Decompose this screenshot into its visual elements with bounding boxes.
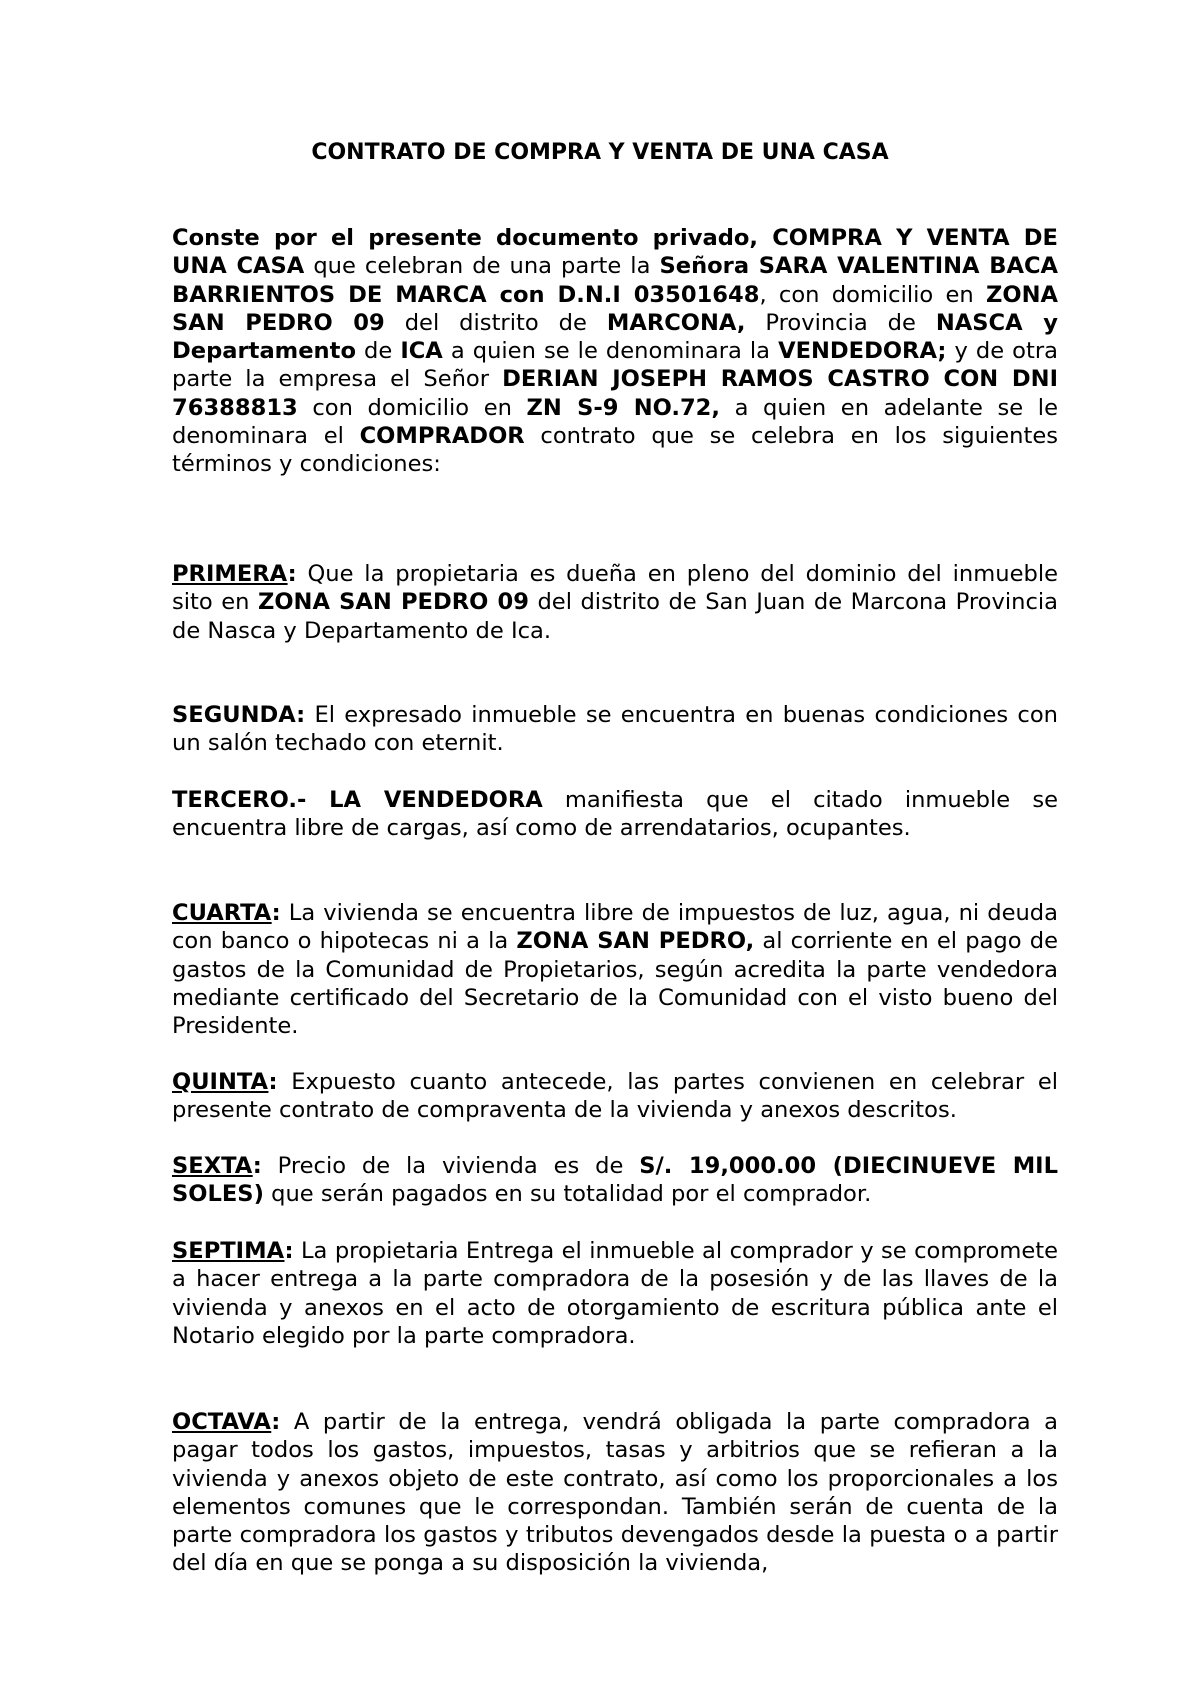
clause-colon: : [271,900,281,926]
intro-segment: contrato que se celebra en los siguientes términos y condiciones: [172,423,1058,478]
clause-label: OCTAVA [172,1409,272,1435]
intro-segment: , con domicilio en [759,281,986,308]
intro-segment: y de otra parte la empresa el Señor [172,338,1058,393]
intro-segment: Provincia de [745,309,936,336]
clause-bold-text: ZONA SAN PEDRO, [516,928,755,955]
clause-tercero [172,786,1058,843]
intro-segment: ICA [400,338,443,365]
clause-quinta [172,1068,1058,1125]
intro-segment: Conste por el presente documento privado, COMPRA Y VENTA DE UNA CASA [172,225,1058,280]
intro-segment: DERIAN JOSEPH RAMOS CASTRO CON DNI 76388813 [172,366,1058,421]
clause-label: PRIMERA [172,561,288,587]
clause-bold-text: ZONA SAN PEDRO 09 [257,589,529,616]
intro-segment: del distrito de [384,309,607,336]
clause-label: QUINTA [172,1069,269,1095]
clause-primera [172,560,1058,645]
intro-segment: que celebran de una parte la [304,253,660,280]
clause-text: al corriente en el pago de gastos de la Comunidad de Propietarios, según acredita la parte vendedora mediante certificado del Secretario de la Comunidad con el visto bueno del Presidente. [172,928,1059,1040]
intro-segment: MARCONA, [606,309,746,336]
clause-segunda [172,701,1058,758]
clause-octava [172,1408,1058,1578]
clause-colon: : [271,1409,281,1435]
clause-septima [172,1237,1058,1350]
intro-segment: a quien en adelante se le denominara el [172,394,1058,450]
clause-label: SEXTA [172,1153,253,1179]
clause-colon: : [284,1238,294,1264]
clause-bold-text: S/. 19,000.00 (DIECINUEVE MIL SOLES) [172,1153,1058,1208]
clause-text: manifiesta que el citado inmueble se encuentra libre de cargas, así como de arrendatarios, ocupantes. [172,787,1058,842]
intro-segment: a quien se le denominara la [442,338,779,365]
clause-text: Precio de la vivienda es de [261,1153,640,1179]
clause-text: del distrito de San Juan de Marcona Provincia de Nasca y Departamento de Ica. [172,589,1058,644]
clause-label: CUARTA [172,900,272,926]
clause-label: SEPTIMA [172,1238,285,1264]
intro-segment: con domicilio en [297,394,527,421]
clause-text: Que la propietaria es dueña en pleno del dominio del inmueble sito en [172,561,1058,616]
clause-sexta [172,1152,1058,1209]
clause-label: SEGUNDA: [172,702,306,728]
intro-segment: ZONA SAN PEDRO 09 [172,281,1058,336]
clause-text: La vivienda se encuentra libre de impuestos de luz, agua, ni deuda con banco o hipotecas ni a la [172,900,1058,955]
intro-segment: COMPRADOR [359,423,525,450]
intro-segment: VENDEDORA; [778,338,947,365]
clause-text: A partir de la entrega, vendrá obligada la parte compradora a pagar todos los gastos, impuestos, tasas y arbitrios que se refieran a la vivienda y anexos objeto de este contrato, así como los proporcionales a los elementos comunes que le correspondan. También serán de cuenta de la parte compradora los gastos y tributos devengados desde la puesta o a partir del día en que se ponga a su disposición la vivienda, [172,1409,1058,1577]
intro-segment: NASCA y Departamento [172,309,1058,365]
clause-text: La propietaria Entrega el inmueble al comprador y se compromete a hacer entrega a la parte compradora de la posesión y de las llaves de la vivienda y anexos en el acto de otorgamiento de escritura pública ante el Notario elegido por la parte compradora. [172,1238,1058,1349]
clause-text: El expresado inmueble se encuentra en buenas condiciones con un salón techado con eternit. [172,702,1058,757]
intro-segment: de [355,338,401,365]
clause-colon: : [252,1153,262,1179]
document-title: CONTRATO DE COMPRA Y VENTA DE UNA CASA [311,140,889,165]
clause-colon: : [268,1069,278,1095]
clause-text: Expuesto cuanto antecede, las partes convienen en celebrar el presente contrato de compraventa de la vivienda y anexos descritos. [172,1069,1058,1124]
clause-colon: : [287,561,297,587]
intro-segment: Señora SARA VALENTINA BACA BARRIENTOS DE MARCA con D.N.I 03501648 [172,253,1059,308]
intro-paragraph [172,224,1058,479]
intro-segment: ZN S-9 NO.72, [526,394,720,421]
clause-text: que serán pagados en su totalidad por el comprador. [263,1181,872,1208]
clause-label: TERCERO.- LA VENDEDORA [172,787,543,813]
clause-cuarta [172,899,1058,1040]
